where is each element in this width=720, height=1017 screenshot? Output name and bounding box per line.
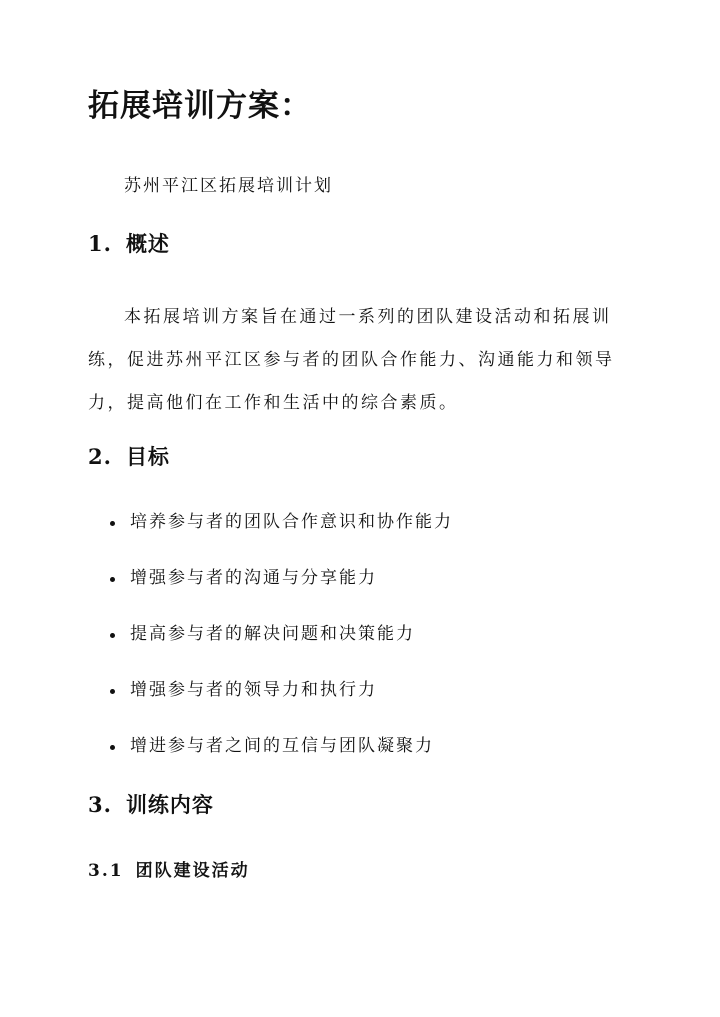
- section-heading-overview: [88, 229, 170, 259]
- goal-text: 增强参与者的领导力和执行力: [130, 680, 377, 700]
- overview-paragraph: 本拓展培训方案旨在通过一系列的团队建设活动和拓展训练，促进苏州平江区参与者的团队合作能力、沟通能力和领导力，提高他们在工作和生活中的综合素质。: [88, 307, 615, 413]
- goal-text: 提高参与者的解决问题和决策能力: [130, 624, 415, 644]
- bullet-icon: [110, 521, 115, 526]
- goal-text: 培养参与者的团队合作意识和协作能力: [130, 512, 453, 532]
- bullet-icon: [110, 689, 115, 694]
- list-item: [104, 620, 453, 676]
- subsection-title: 团队建设活动: [135, 861, 250, 881]
- section-number: 3.: [88, 792, 112, 817]
- subsection-number: 3.1: [88, 861, 124, 881]
- document-title: 拓展培训方案：: [88, 88, 312, 124]
- list-item: [104, 732, 453, 788]
- goal-text: 增强参与者的沟通与分享能力: [130, 568, 377, 588]
- document-subtitle: 苏州平江区拓展培训计划: [124, 176, 333, 196]
- section-heading-goals: [88, 442, 170, 472]
- section-number: 1.: [88, 231, 112, 256]
- subsection-heading-team-building: [88, 858, 250, 884]
- list-item: [104, 564, 453, 620]
- bullet-icon: [110, 633, 115, 638]
- bullet-icon: [110, 745, 115, 750]
- list-item: [104, 508, 453, 564]
- section-number: 2.: [88, 444, 112, 469]
- bullet-icon: [110, 577, 115, 582]
- goals-list: [104, 508, 453, 788]
- section-title: 训练内容: [125, 792, 214, 817]
- goal-text: 增进参与者之间的互信与团队凝聚力: [130, 736, 434, 756]
- section-heading-training-content: [88, 790, 214, 820]
- section-title: 概述: [125, 231, 170, 256]
- section-title: 目标: [125, 444, 170, 469]
- list-item: [104, 676, 453, 732]
